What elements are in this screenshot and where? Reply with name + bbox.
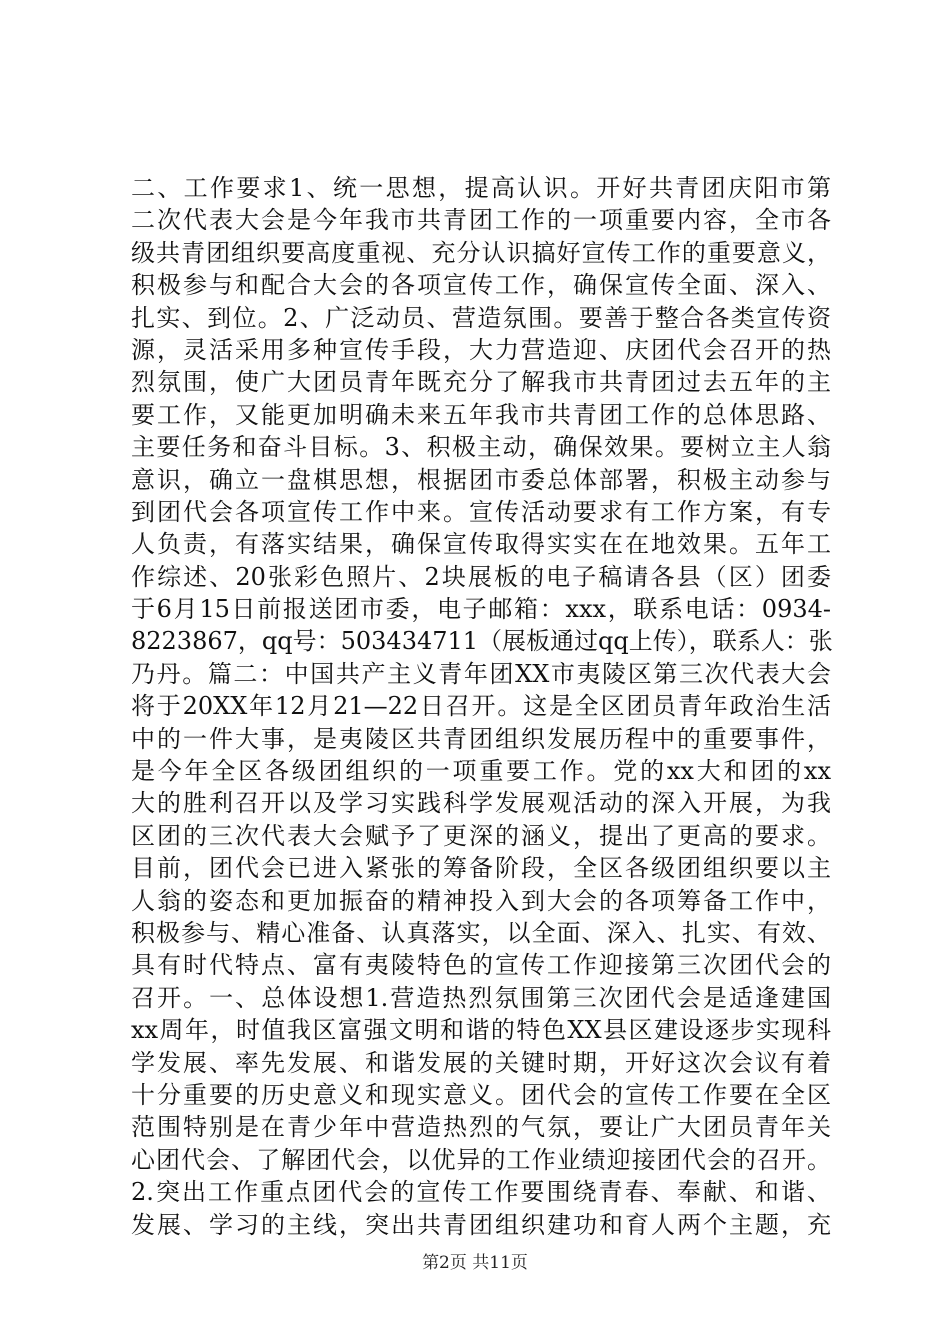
text-line: 心团代会、了解团代会，以优异的工作业绩迎接团代会的召开。 — [131, 1145, 831, 1174]
text-line: 二、工作要求1、统一思想，提高认识。开好共青团庆阳市第 — [131, 174, 831, 202]
text-line: 学发展、率先发展、和谐发展的关键时期，开好这次会议有着 — [131, 1048, 831, 1077]
text-line: 是今年全区各级团组织的一项重要工作。党的xx大和团的xx — [131, 757, 831, 786]
text-line: 2.突出工作重点团代会的宣传工作要围绕青春、奉献、和谐、 — [131, 1178, 831, 1207]
text-line: 烈氛围，使广大团员青年既充分了解我市共青团过去五年的主 — [131, 368, 831, 397]
text-line: 人翁的姿态和更加振奋的精神投入到大会的各项筹备工作中， — [131, 886, 831, 915]
text-line: 积极参与、精心准备、认真落实，以全面、深入、扎实、有效、 — [131, 918, 831, 947]
text-line: 二次代表大会是今年我市共青团工作的一项重要内容，全市各 — [131, 206, 831, 235]
text-line: 中的一件大事，是夷陵区共青团组织发展历程中的重要事件， — [131, 724, 831, 753]
text-line: 要工作，又能更加明确未来五年我市共青团工作的总体思路、 — [131, 400, 831, 429]
page-number-footer: 第2页 共11页 — [422, 1253, 528, 1273]
text-line: 大的胜利召开以及学习实践科学发展观活动的深入开展，为我 — [131, 789, 831, 818]
text-line: 人负责，有落实结果，确保宣传取得实实在在地效果。五年工 — [131, 530, 831, 559]
text-line: 意识，确立一盘棋思想，根据团市委总体部署，积极主动参与 — [131, 465, 831, 494]
text-line: 将于20XX年12月21—22日召开。这是全区团员青年政治生活 — [131, 692, 831, 721]
text-line: 目前，团代会已进入紧张的筹备阶段，全区各级团组织要以主 — [131, 854, 831, 883]
text-line: 召开。一、总体设想1.营造热烈氛围第三次团代会是适逢建国 — [131, 983, 831, 1012]
text-line: 范围特别是在青少年中营造热烈的气氛，要让广大团员青年关 — [131, 1113, 831, 1142]
text-line: 8223867，qq号：503434711（展板通过qq上传），联系人：张 — [131, 627, 833, 656]
text-line: 积极参与和配合大会的各项宣传工作，确保宣传全面、深入、 — [131, 271, 831, 300]
body-text — [131, 172, 831, 1241]
text-line: xx周年，时值我区富强文明和谐的特色XX县区建设逐步实现科 — [131, 1016, 831, 1045]
text-line: 乃丹。篇二：中国共产主义青年团XX市夷陵区第三次代表大会 — [131, 659, 831, 688]
text-line: 作综述、20张彩色照片、2块展板的电子稿请各县（区）团委 — [131, 562, 831, 591]
text-line: 级共青团组织要高度重视、充分认识搞好宣传工作的重要意义， — [131, 238, 831, 267]
text-line: 发展、学习的主线，突出共青团组织建功和育人两个主题，充 — [131, 1210, 831, 1239]
text-line: 扎实、到位。2、广泛动员、营造氛围。要善于整合各类宣传资 — [131, 303, 831, 332]
text-line: 区团的三次代表大会赋予了更深的涵义，提出了更高的要求。 — [131, 821, 831, 850]
text-line: 主要任务和奋斗目标。3、积极主动，确保效果。要树立主人翁 — [131, 433, 831, 462]
text-line: 具有时代特点、富有夷陵特色的宣传工作迎接第三次团代会的 — [131, 951, 831, 980]
text-line: 源，灵活采用多种宣传手段，大力营造迎、庆团代会召开的热 — [131, 335, 831, 364]
text-line: 于6月15日前报送团市委，电子邮箱：xxx，联系电话：0934- — [131, 595, 831, 624]
text-line: 十分重要的历史意义和现实意义。团代会的宣传工作要在全区 — [131, 1080, 831, 1109]
text-line: 到团代会各项宣传工作中来。宣传活动要求有工作方案，有专 — [131, 497, 831, 526]
